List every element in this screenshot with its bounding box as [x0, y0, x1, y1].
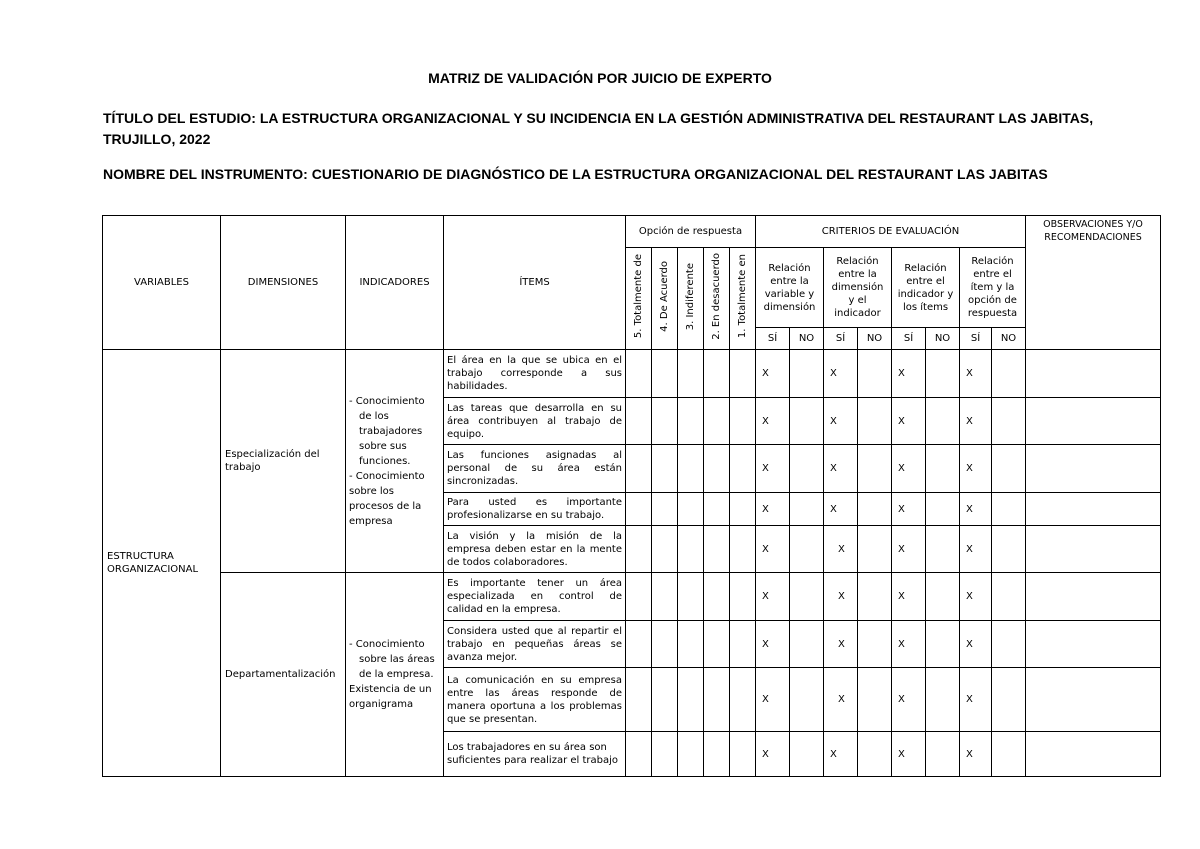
mark-cell: X — [824, 573, 858, 621]
no-header: NO — [858, 328, 892, 350]
observation-cell — [1026, 493, 1161, 526]
option-cell — [652, 493, 678, 526]
mark-cell: X — [960, 398, 992, 445]
option-cell — [678, 732, 704, 777]
study-title: TÍTULO DEL ESTUDIO: LA ESTRUCTURA ORGANIZACIONAL Y SU INCIDENCIA EN LA GESTIÓN ADMINISTRATIVA DEL RESTAURANT LAS JABITAS, TRUJILLO, 2022 — [103, 110, 1094, 147]
item-text: La comunicación en su empresa entre las áreas responde de manera oportuna a los problemas que se presentan. — [444, 668, 626, 732]
mark-cell: X — [892, 445, 926, 493]
dimension-especializacion: Especialización del trabajo — [221, 350, 346, 573]
empty-cell — [926, 526, 960, 573]
si-header: SÍ — [824, 328, 858, 350]
mark-cell: X — [756, 493, 790, 526]
option-cell — [704, 350, 730, 398]
empty-cell — [790, 573, 824, 621]
header-items: ÍTEMS — [444, 216, 626, 350]
validation-matrix-table — [102, 215, 1161, 777]
option-cell — [626, 668, 652, 732]
empty-cell — [992, 573, 1026, 621]
empty-cell — [858, 668, 892, 732]
option-cell — [704, 621, 730, 668]
option-cell — [652, 668, 678, 732]
mark-cell: X — [756, 350, 790, 398]
option-cell — [678, 398, 704, 445]
mark-cell: X — [892, 493, 926, 526]
table-row — [103, 573, 1161, 621]
header-variables: VARIABLES — [103, 216, 221, 350]
observation-cell — [1026, 350, 1161, 398]
empty-cell — [790, 398, 824, 445]
observation-cell — [1026, 621, 1161, 668]
empty-cell — [790, 350, 824, 398]
option-cell — [626, 493, 652, 526]
observation-cell — [1026, 668, 1161, 732]
empty-cell — [790, 445, 824, 493]
option-cell — [704, 668, 730, 732]
empty-cell — [858, 573, 892, 621]
mark-cell: X — [892, 526, 926, 573]
mark-cell: X — [756, 573, 790, 621]
mark-cell: X — [892, 573, 926, 621]
empty-cell — [992, 732, 1026, 777]
header-criterios: CRITERIOS DE EVALUACIÓN — [756, 216, 1026, 248]
empty-cell — [858, 526, 892, 573]
option-cell — [730, 493, 756, 526]
indicator-cell — [346, 350, 444, 573]
option-cell — [652, 526, 678, 573]
mark-cell: X — [756, 668, 790, 732]
option-cell — [730, 445, 756, 493]
option-cell — [730, 621, 756, 668]
mark-cell: X — [960, 493, 992, 526]
mark-cell: X — [892, 398, 926, 445]
option-cell — [704, 445, 730, 493]
option-cell — [730, 526, 756, 573]
option-cell — [626, 573, 652, 621]
mark-cell: X — [960, 621, 992, 668]
option-cell — [678, 445, 704, 493]
item-text: Considera usted que al repartir el trabajo en pequeñas áreas se avanza mejor. — [444, 621, 626, 668]
si-header: SÍ — [892, 328, 926, 350]
option-cell — [626, 350, 652, 398]
item-text: La visión y la misión de la empresa deben estar en la mente de todos colaboradores. — [444, 526, 626, 573]
empty-cell — [992, 621, 1026, 668]
variable-cell: ESTRUCTURA ORGANIZACIONAL — [103, 350, 221, 777]
empty-cell — [992, 668, 1026, 732]
option-cell — [704, 526, 730, 573]
mark-cell: X — [892, 621, 926, 668]
mark-cell: X — [960, 526, 992, 573]
criteria-4-header: Relación entre el ítem y la opción de respuesta — [960, 248, 1026, 328]
empty-cell — [858, 445, 892, 493]
option-cell — [704, 398, 730, 445]
option-cell — [626, 732, 652, 777]
empty-cell — [858, 493, 892, 526]
empty-cell — [790, 493, 824, 526]
option-cell — [626, 526, 652, 573]
option-cell — [730, 573, 756, 621]
option-cell — [678, 573, 704, 621]
indicator-text: Existencia de un organigrama — [349, 684, 432, 710]
empty-cell — [926, 668, 960, 732]
empty-cell — [992, 350, 1026, 398]
document-title: MATRIZ DE VALIDACIÓN POR JUICIO DE EXPERTO — [428, 70, 772, 86]
header-observaciones: OBSERVACIONES Y/O RECOMENDACIONES — [1026, 216, 1161, 350]
option-cell — [652, 398, 678, 445]
mark-cell: X — [892, 350, 926, 398]
indicator-cell — [346, 573, 444, 777]
mark-cell: X — [824, 493, 858, 526]
option-cell — [704, 493, 730, 526]
mark-cell: X — [960, 732, 992, 777]
dimension-departamentalizacion: Departamentalización — [221, 573, 346, 777]
option-4-header: 4. De Acuerdo — [652, 248, 678, 350]
option-cell — [652, 445, 678, 493]
option-cell — [626, 445, 652, 493]
mark-cell: X — [892, 668, 926, 732]
option-3-header: 3. Indiferente — [678, 248, 704, 350]
indicator-text: - Conocimiento sobre las áreas de la empresa. — [349, 639, 435, 680]
criteria-2-header: Relación entre la dimensión y el indicador — [824, 248, 892, 328]
header-opcion-respuesta: Opción de respuesta — [626, 216, 756, 248]
empty-cell — [790, 526, 824, 573]
observation-cell — [1026, 445, 1161, 493]
option-cell — [678, 621, 704, 668]
si-header: SÍ — [960, 328, 992, 350]
observation-cell — [1026, 526, 1161, 573]
option-cell — [730, 732, 756, 777]
empty-cell — [926, 573, 960, 621]
criteria-1-header: Relación entre la variable y dimensión — [756, 248, 824, 328]
observation-cell — [1026, 573, 1161, 621]
mark-cell: X — [824, 732, 858, 777]
option-cell — [652, 621, 678, 668]
observation-cell — [1026, 732, 1161, 777]
option-5-header: 5. Totalmente de — [626, 248, 652, 350]
mark-cell: X — [756, 445, 790, 493]
option-cell — [730, 398, 756, 445]
empty-cell — [926, 350, 960, 398]
observation-cell — [1026, 398, 1161, 445]
option-cell — [652, 732, 678, 777]
mark-cell: X — [824, 668, 858, 732]
empty-cell — [858, 398, 892, 445]
indicator-text: - Conocimiento de los trabajadores sobre sus funciones. — [349, 395, 425, 467]
empty-cell — [858, 732, 892, 777]
instrument-name: NOMBRE DEL INSTRUMENTO: CUESTIONARIO DE DIAGNÓSTICO DE LA ESTRUCTURA ORGANIZACIONAL DEL RESTAURANT LAS JABITAS — [103, 166, 1048, 182]
mark-cell: X — [824, 445, 858, 493]
item-text: Para usted es importante profesionalizarse en su trabajo. — [444, 493, 626, 526]
item-text: Las tareas que desarrolla en su área contribuyen al trabajo de equipo. — [444, 398, 626, 445]
empty-cell — [858, 350, 892, 398]
option-cell — [704, 573, 730, 621]
empty-cell — [992, 493, 1026, 526]
no-header: NO — [992, 328, 1026, 350]
item-text: El área en la que se ubica en el trabajo corresponde a sus habilidades. — [444, 350, 626, 398]
option-1-header: 1. Totalmente en — [730, 248, 756, 350]
empty-cell — [926, 493, 960, 526]
option-cell — [730, 668, 756, 732]
option-cell — [626, 398, 652, 445]
table-row — [103, 350, 1161, 398]
mark-cell: X — [756, 398, 790, 445]
mark-cell: X — [756, 732, 790, 777]
option-2-header: 2. En desacuerdo — [704, 248, 730, 350]
option-cell — [678, 493, 704, 526]
option-cell — [704, 732, 730, 777]
mark-cell: X — [960, 350, 992, 398]
empty-cell — [926, 398, 960, 445]
empty-cell — [790, 668, 824, 732]
item-text: Los trabajadores en su área son suficientes para realizar el trabajo — [444, 732, 626, 777]
no-header: NO — [926, 328, 960, 350]
empty-cell — [790, 621, 824, 668]
indicator-text: - Conocimiento sobre los procesos de la empresa — [349, 470, 425, 527]
option-cell — [626, 621, 652, 668]
si-header: SÍ — [756, 328, 790, 350]
mark-cell: X — [960, 573, 992, 621]
option-cell — [730, 350, 756, 398]
empty-cell — [926, 445, 960, 493]
mark-cell: X — [824, 398, 858, 445]
empty-cell — [992, 398, 1026, 445]
header-dimensiones: DIMENSIONES — [221, 216, 346, 350]
option-cell — [652, 573, 678, 621]
empty-cell — [992, 445, 1026, 493]
mark-cell: X — [756, 526, 790, 573]
empty-cell — [926, 732, 960, 777]
mark-cell: X — [824, 621, 858, 668]
empty-cell — [926, 621, 960, 668]
mark-cell: X — [960, 445, 992, 493]
empty-cell — [992, 526, 1026, 573]
mark-cell: X — [824, 526, 858, 573]
mark-cell: X — [960, 668, 992, 732]
option-cell — [652, 350, 678, 398]
item-text: Las funciones asignadas al personal de su área están sincronizadas. — [444, 445, 626, 493]
item-text: Es importante tener un área especializada en control de calidad en la empresa. — [444, 573, 626, 621]
header-indicadores: INDICADORES — [346, 216, 444, 350]
option-cell — [678, 526, 704, 573]
empty-cell — [790, 732, 824, 777]
mark-cell: X — [756, 621, 790, 668]
option-cell — [678, 350, 704, 398]
empty-cell — [858, 621, 892, 668]
criteria-3-header: Relación entre el indicador y los ítems — [892, 248, 960, 328]
no-header: NO — [790, 328, 824, 350]
option-cell — [678, 668, 704, 732]
mark-cell: X — [824, 350, 858, 398]
mark-cell: X — [892, 732, 926, 777]
